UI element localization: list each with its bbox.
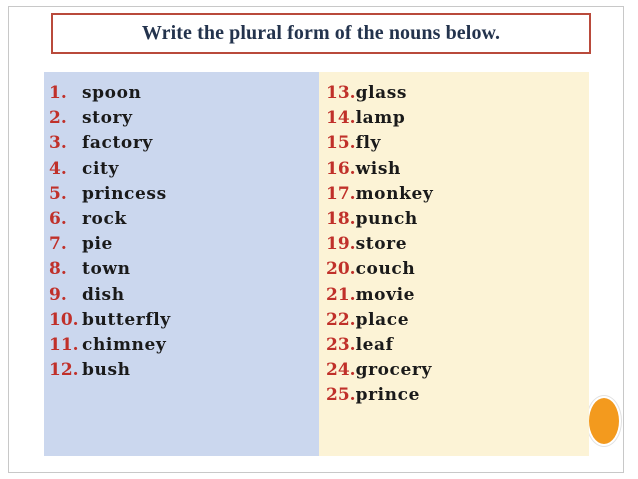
- noun-item: [326, 207, 433, 232]
- noun-item: [49, 207, 171, 232]
- noun-item: [326, 257, 433, 282]
- noun-item: [326, 81, 433, 106]
- noun-word: wish: [355, 158, 402, 179]
- noun-word: lamp: [355, 108, 406, 129]
- item-number: 15.: [326, 133, 356, 154]
- noun-word: dish: [82, 284, 125, 305]
- item-number: 19.: [326, 234, 356, 255]
- noun-item: [49, 283, 171, 308]
- noun-word: princess: [82, 183, 167, 204]
- noun-word: glass: [355, 83, 408, 103]
- noun-word: punch: [355, 208, 418, 229]
- noun-word: couch: [355, 259, 416, 280]
- item-number: 5.: [49, 183, 67, 204]
- item-number: 16.: [326, 158, 356, 179]
- right-noun-list: [326, 81, 433, 408]
- right-panel: [319, 72, 589, 456]
- noun-word: place: [355, 309, 410, 330]
- noun-word: pie: [82, 234, 113, 255]
- item-number: 25.: [326, 385, 356, 406]
- item-number: 8.: [49, 259, 67, 280]
- noun-item: [49, 358, 171, 383]
- noun-word: chimney: [82, 334, 167, 355]
- item-number: 24.: [326, 360, 356, 381]
- noun-item: [49, 308, 171, 333]
- noun-item: [326, 157, 433, 182]
- noun-item: [49, 157, 171, 182]
- item-number: 4.: [49, 158, 67, 179]
- noun-item: [49, 81, 171, 106]
- noun-item: [49, 106, 171, 131]
- item-number: 21.: [326, 284, 356, 305]
- noun-item: [49, 232, 171, 257]
- item-number: 12.: [49, 360, 79, 381]
- noun-word: rock: [82, 208, 127, 229]
- left-panel: [44, 72, 319, 456]
- noun-item: [326, 308, 433, 333]
- noun-word: store: [355, 234, 408, 255]
- noun-word: prince: [355, 385, 421, 406]
- item-number: 18.: [326, 208, 356, 229]
- noun-item: [49, 131, 171, 156]
- noun-word: city: [82, 158, 119, 179]
- noun-item: [326, 131, 433, 156]
- noun-word: spoon: [82, 83, 142, 103]
- item-number: 13.: [326, 83, 356, 103]
- item-number: 1.: [49, 83, 67, 103]
- decorative-circle: [587, 396, 621, 446]
- noun-word: factory: [82, 133, 153, 154]
- noun-item: [326, 106, 433, 131]
- noun-item: [326, 283, 433, 308]
- left-noun-list: [49, 81, 171, 383]
- item-number: 23.: [326, 334, 356, 355]
- noun-item: [49, 182, 171, 207]
- noun-word: movie: [355, 284, 416, 305]
- noun-item: [326, 358, 433, 383]
- noun-word: monkey: [355, 183, 434, 204]
- noun-word: fly: [355, 133, 382, 154]
- noun-word: grocery: [355, 360, 432, 381]
- item-number: 20.: [326, 259, 356, 280]
- item-number: 10.: [49, 309, 79, 330]
- item-number: 14.: [326, 108, 356, 129]
- item-number: 11.: [49, 334, 79, 355]
- slide-title: Write the plural form of the nouns below.: [141, 22, 501, 44]
- noun-word: bush: [82, 360, 131, 381]
- noun-word: leaf: [355, 334, 394, 355]
- item-number: 2.: [49, 108, 67, 129]
- noun-word: butterfly: [82, 309, 171, 330]
- item-number: 17.: [326, 183, 356, 204]
- noun-word: town: [82, 259, 131, 280]
- noun-item: [49, 257, 171, 282]
- title-box: [51, 13, 591, 54]
- noun-item: [326, 232, 433, 257]
- item-number: 22.: [326, 309, 356, 330]
- noun-item: [326, 383, 433, 408]
- item-number: 7.: [49, 234, 67, 255]
- noun-item: [326, 333, 433, 358]
- item-number: 9.: [49, 284, 67, 305]
- noun-word: story: [82, 108, 133, 129]
- item-number: 6.: [49, 208, 67, 229]
- noun-item: [49, 333, 171, 358]
- item-number: 3.: [49, 133, 67, 154]
- noun-item: [326, 182, 433, 207]
